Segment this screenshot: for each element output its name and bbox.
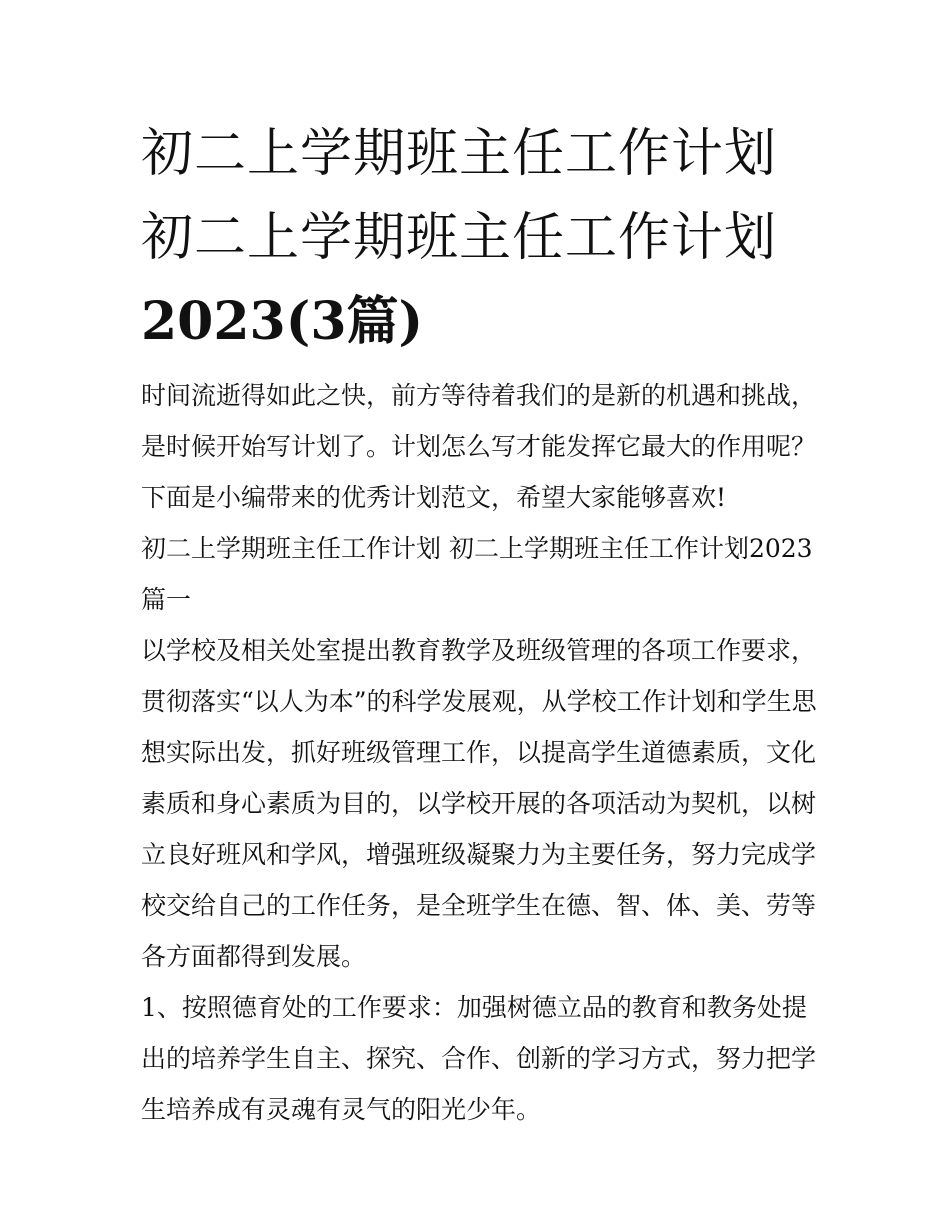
body-paragraph-1: 以学校及相关处室提出教育教学及班级管理的各项工作要求，贯彻落实“以人为本”的科学发展观，从学校工作计划和学生思想实际出发，抓好班级管理工作，以提高学生道德素质，文化素质和身心素质为目的，以学校开展的各项活动为契机，以树立良好班风和学风，增强班级凝聚力为主要任务，努力完成学校交给自己的工作任务，是全班学生在德、智、体、美、劳等各方面都得到发展。 <box>141 636 817 971</box>
title-year: 2023(3篇) <box>141 291 424 352</box>
title-text: 初二上学期班主任工作计划 初二上学期班主任工作计划 <box>141 124 778 268</box>
document-title <box>141 112 821 364</box>
intro-paragraph: 时间流逝得如此之快，前方等待着我们的是新的机遇和挑战，是时候开始写计划了。计划怎么写才能发挥它最大的作用呢？下面是小编带来的优秀计划范文，希望大家能够喜欢! <box>141 381 817 512</box>
body-paragraph-2: 1、按照德育处的工作要求：加强树德立品的教育和教务处提出的培养学生自主、探究、合作、创新的学习方式，努力把学生培养成有灵魂有灵气的阳光少年。 <box>141 993 817 1124</box>
document-body <box>141 112 821 1135</box>
section-heading: 初二上学期班主任工作计划 初二上学期班主任工作计划2023篇一 <box>141 534 813 614</box>
